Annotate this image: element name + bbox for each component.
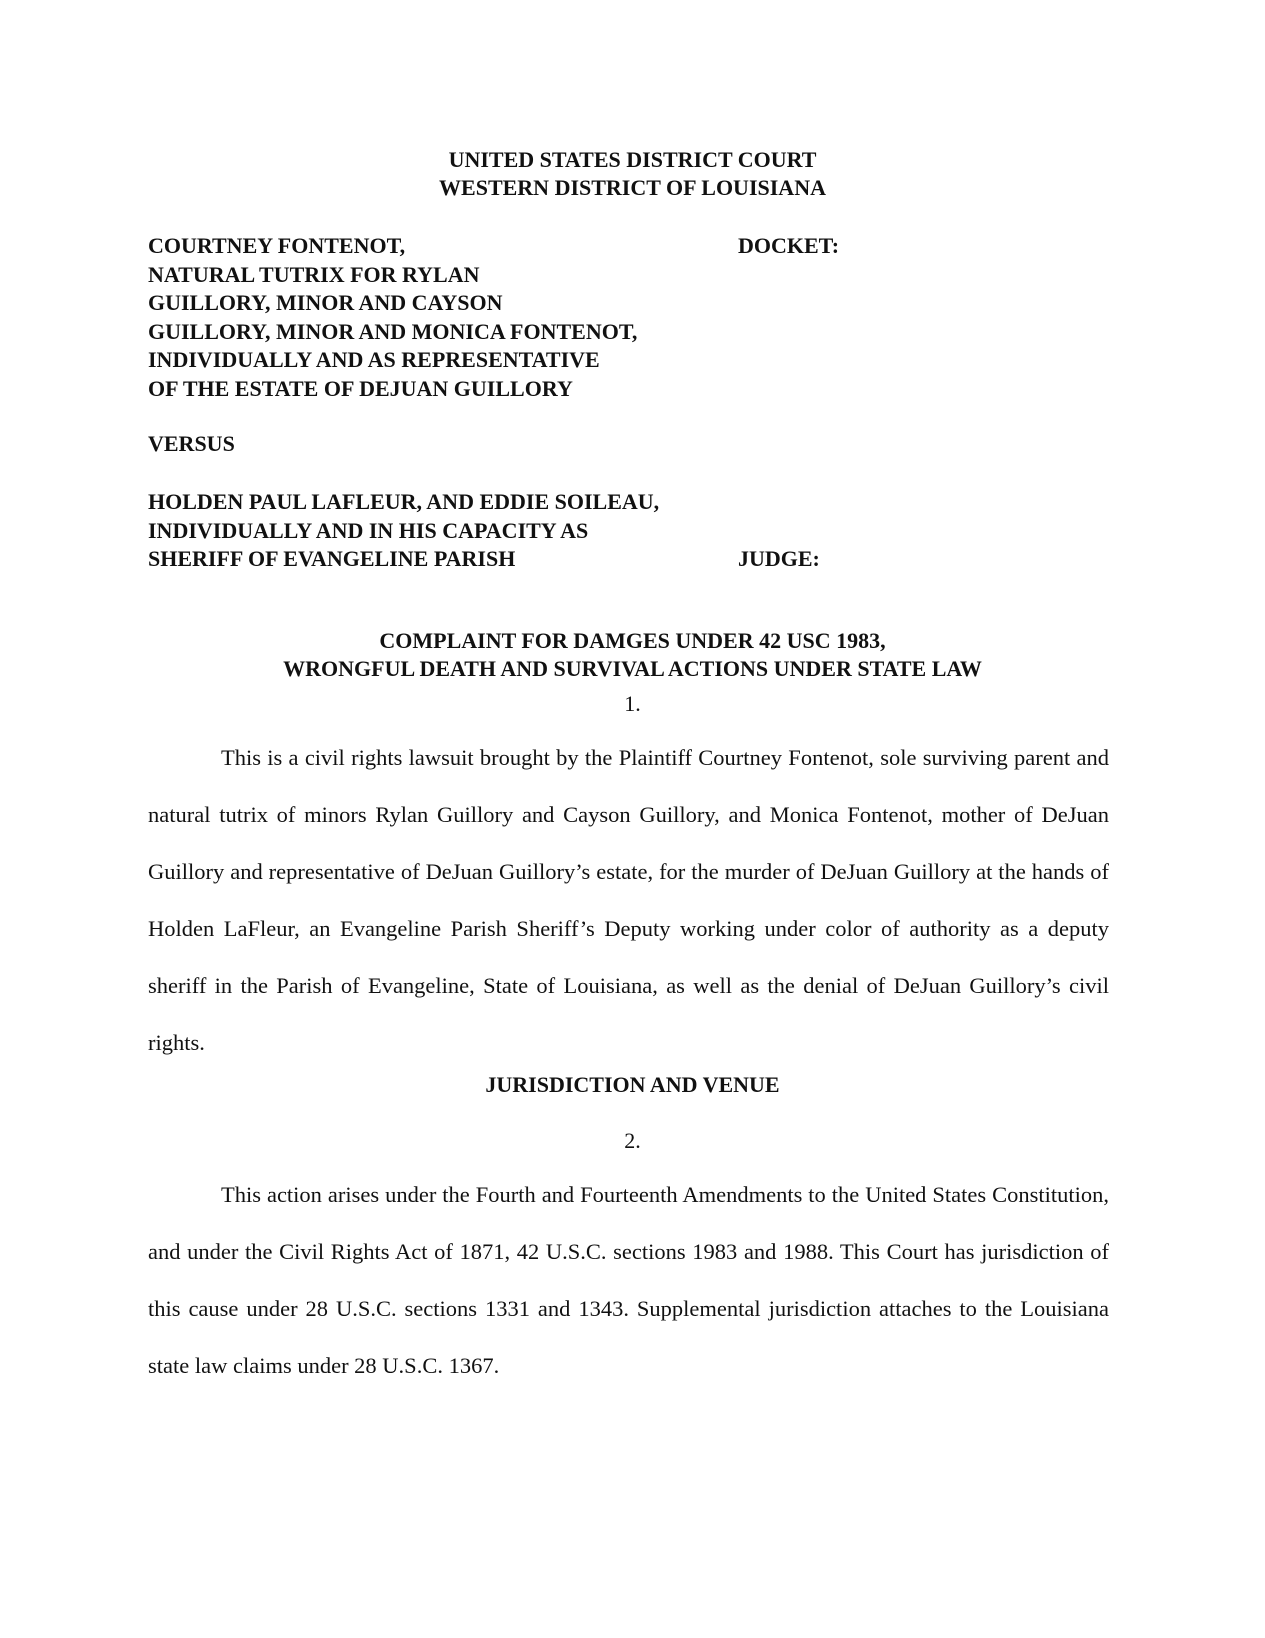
section-heading-jurisdiction: JURISDICTION AND VENUE: [485, 1072, 780, 1097]
paragraph-number-1: 1.: [624, 691, 641, 716]
plaintiff-line: GUILLORY, MINOR AND MONICA FONTENOT,: [148, 318, 638, 344]
paragraph-2: [148, 1166, 1109, 1394]
plaintiff-line: NATURAL TUTRIX FOR RYLAN: [148, 261, 480, 287]
judge-label: JUDGE:: [738, 546, 820, 571]
defendant-line: HOLDEN PAUL LAFLEUR, AND EDDIE SOILEAU,: [148, 489, 660, 514]
plaintiff-line: OF THE ESTATE OF DEJUAN GUILLORY: [148, 375, 573, 401]
defendant-line: INDIVIDUALLY AND IN HIS CAPACITY AS: [148, 517, 589, 543]
plaintiffs-caption: [148, 232, 637, 403]
complaint-title-line-2: WRONGFUL DEATH AND SURVIVAL ACTIONS UNDER STATE LAW: [283, 656, 982, 681]
paragraph-1: [148, 729, 1109, 1071]
versus-label: VERSUS: [148, 431, 235, 456]
court-heading: [0, 146, 1265, 202]
paragraph-1-text: This is a civil rights lawsuit brought by the Plaintiff Courtney Fontenot, sole surviving parent and natural tutrix of minors Rylan Guillory and Cayson Guillory, and Monica Fontenot, mother of DeJuan Guillory and representative of DeJuan Guillory’s estate, for the murder of DeJuan Guillory at the hands of Holden LaFleur, an Evangeline Parish Sheriff’s Deputy working under color of authority as a deputy sheriff in the Parish of Evangeline, State of Louisiana, as well as the denial of DeJuan Guillory’s civil rights.: [148, 745, 1109, 1055]
paragraph-2-text: This action arises under the Fourth and Fourteenth Amendments to the United States Constitution, and under the Civil Rights Act of 1871, 42 U.S.C. sections 1983 and 1988. This Court has jurisdiction of this cause under 28 U.S.C. sections 1331 and 1343. Supplemental jurisdiction attaches to the Louisiana state law claims under 28 U.S.C. 1367.: [148, 1182, 1109, 1378]
defendant-line: SHERIFF OF EVANGELINE PARISH: [148, 546, 516, 571]
plaintiff-line: INDIVIDUALLY AND AS REPRESENTATIVE: [148, 347, 600, 372]
docket-label: DOCKET:: [738, 233, 840, 258]
court-district: WESTERN DISTRICT OF LOUISIANA: [439, 175, 826, 200]
court-name: UNITED STATES DISTRICT COURT: [448, 147, 817, 172]
plaintiff-line: GUILLORY, MINOR AND CAYSON: [148, 290, 503, 315]
paragraph-number-2: 2.: [624, 1128, 641, 1153]
complaint-title: [0, 627, 1265, 683]
plaintiff-line: COURTNEY FONTENOT,: [148, 233, 406, 258]
defendants-caption: [148, 488, 659, 574]
complaint-title-line-1: COMPLAINT FOR DAMGES UNDER 42 USC 1983,: [379, 628, 886, 653]
